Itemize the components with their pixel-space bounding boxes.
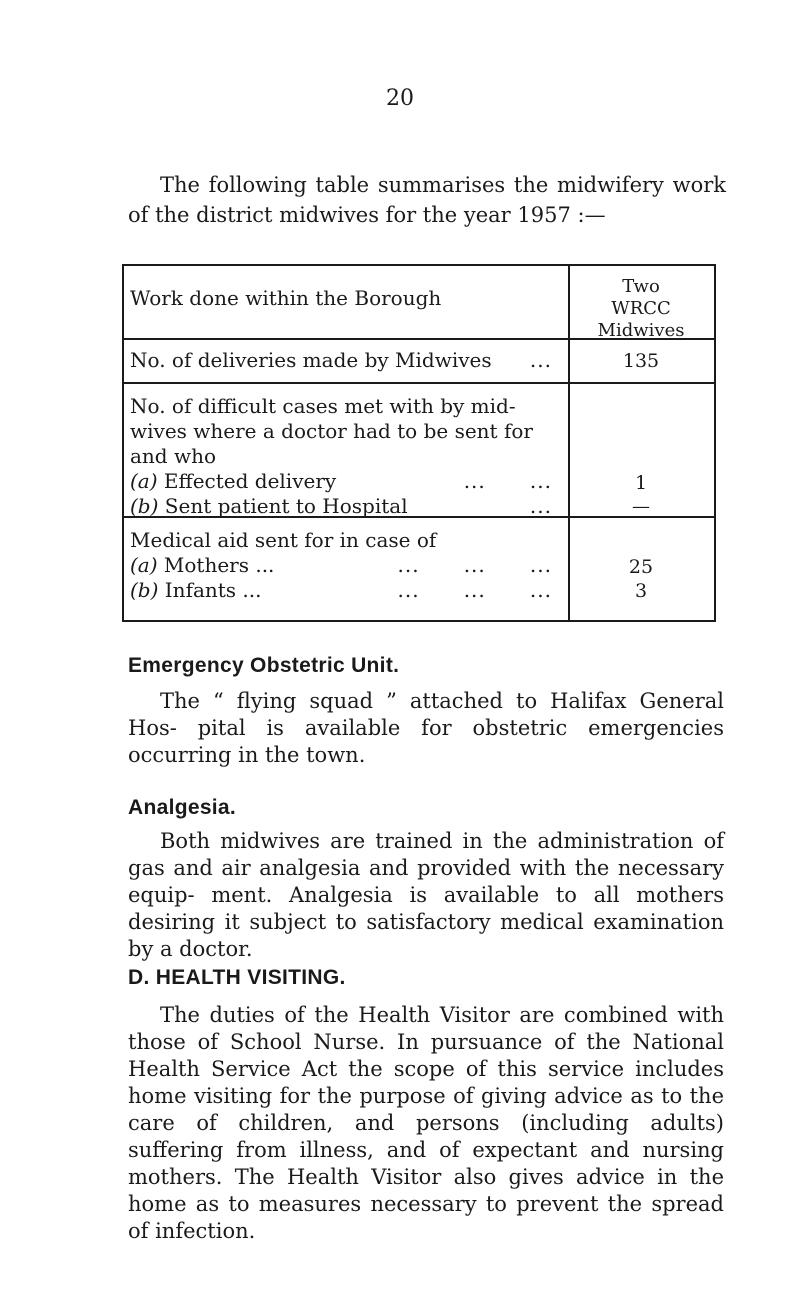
header-right-line: Two: [622, 276, 660, 297]
row2-b-label: Sent patient to Hospital: [164, 494, 408, 518]
leader-dots: ...: [529, 494, 552, 518]
row3-a-value: 25: [628, 556, 654, 578]
item-marker: (b): [130, 578, 159, 602]
table-right-border: [714, 264, 716, 622]
health-visiting-paragraph: The duties of the Health Visitor are combined with those of School Nurse. In pursuance of the National Health Service Act the scope of this service includes home visiting for the purpose of giving advice as to the care of children, and persons (including adults) suffering from illness, and of expectant and nursing mothers. The Health Visitor also gives advice in the home as to measures necessary to prevent the spread of infection.: [128, 1003, 724, 1243]
row3-b-label: Infants ...: [164, 578, 262, 602]
row3-line: Medical aid sent for in case of: [130, 528, 437, 552]
item-marker: (a): [130, 553, 158, 577]
row-divider: [122, 382, 716, 384]
row2-line: wives where a doctor had to be sent for: [130, 419, 533, 443]
row1-value: 135: [622, 350, 660, 372]
row1-label: No. of deliveries made by Midwives: [130, 348, 492, 372]
leader-dots: ... ... ...: [397, 553, 552, 577]
emergency-paragraph: The “ flying squad ” attached to Halifax General Hos- pital is available for obstetric emergencies occurring in the town.: [128, 689, 724, 767]
header-right-line: WRCC: [611, 298, 671, 319]
page-number: 20: [386, 86, 414, 111]
header-right: [568, 276, 714, 342]
row2-line: No. of difficult cases met with by mid-: [130, 394, 516, 418]
row2-a-label: Effected delivery: [163, 469, 337, 493]
analgesia-paragraph: Both midwives are trained in the administration of gas and air analgesia and provided with the necessary equip- ment. Analgesia is available to all mothers desiring it subject to satisfactory medical examination by a doctor.: [128, 829, 724, 961]
midwifery-table: [122, 264, 716, 622]
intro-paragraph: The following table summarises the midwifery work of the district midwives for the year 1957 :—: [128, 173, 726, 227]
header-left: Work done within the Borough: [130, 286, 442, 310]
item-marker: (b): [130, 494, 159, 518]
table-top-border: [122, 264, 716, 266]
row2-label-cell: [130, 394, 560, 519]
row1-label-cell: [130, 348, 560, 373]
header-right-line: Midwives: [597, 320, 685, 341]
leader-dots: ... ...: [463, 469, 552, 493]
health-visiting-heading: D. HEALTH VISITING.: [128, 966, 346, 989]
leader-dots: ...: [529, 348, 552, 372]
table-left-border: [122, 264, 124, 622]
row3-label-cell: [130, 528, 560, 603]
row2-line: and who: [130, 444, 217, 468]
leader-dots: ... ... ...: [397, 578, 552, 602]
row3-a-label: Mothers ...: [163, 553, 275, 577]
emergency-heading: Emergency Obstetric Unit.: [128, 654, 400, 677]
analgesia-heading: Analgesia.: [128, 796, 237, 819]
table-bottom-border: [122, 620, 716, 622]
row2-a-value: 1: [634, 472, 648, 494]
row2-b-value: —: [632, 496, 650, 517]
row3-b-value: 3: [634, 580, 648, 602]
item-marker: (a): [130, 469, 158, 493]
